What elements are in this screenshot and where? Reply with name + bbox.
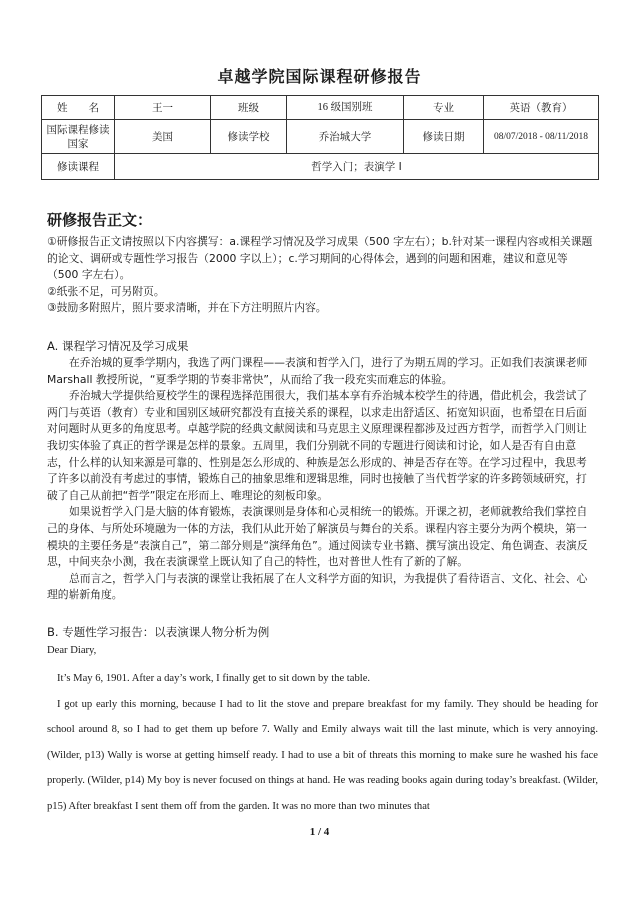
section-a-paragraph: 总而言之，哲学入门与表演的课堂让我拓展了在人文科学方面的知识，为我提供了看待语言、文化、社会、心理的崭新角度。 bbox=[47, 571, 588, 602]
section-a-body bbox=[47, 355, 595, 604]
info-row-1 bbox=[42, 96, 599, 120]
section-b-heading: B. 专题性学习报告：以表演课人物分析为例 bbox=[47, 625, 270, 639]
report-title: 卓越学院国际课程研修报告 bbox=[217, 67, 422, 86]
info-row-3 bbox=[42, 154, 599, 180]
date-label: 修读日期 bbox=[404, 120, 484, 154]
class-label: 班级 bbox=[211, 96, 287, 120]
major-value: 英语（教育） bbox=[484, 96, 599, 120]
section-a-paragraph: 如果说哲学入门是大脑的体育锻炼，表演课则是身体和心灵相统一的锻炼。开课之初，老师就教给我们掌控自己的身体、与所处环境融为一体的方法，我们从此开始了解演员与舞台的关系。课程内容主要分为两个模块，第一模块的主要任务是“表演自己”，第二部分则是“演绎角色”。通过阅读专业书籍、撰写演出设定、角色调查、表演反思，中间夹杂小测，我在表演课堂上既认知了自己的特性，也对普世人性有了新的了解。 bbox=[47, 505, 588, 569]
section-a-heading: A. 课程学习情况及学习成果 bbox=[47, 339, 189, 353]
school-value: 乔治城大学 bbox=[287, 120, 404, 154]
country-value: 美国 bbox=[115, 120, 211, 154]
info-row-2 bbox=[42, 120, 599, 154]
name-value: 王一 bbox=[115, 96, 211, 120]
report-body-heading: 研修报告正文： bbox=[47, 211, 153, 229]
student-info-table bbox=[41, 95, 599, 180]
page-number: 1 / 4 bbox=[309, 826, 330, 838]
date-value: 08/07/2018 - 08/11/2018 bbox=[484, 120, 599, 154]
letter-salutation: Dear Diary, bbox=[47, 645, 97, 656]
course-value: 哲学入门；表演学 I bbox=[115, 154, 599, 180]
instruction-item: ①研修报告正文请按照以下内容撰写：a.课程学习情况及学习成果（500 字左右）；b.针对某一课程内容或相关课题的论文、调研或专题性学习报告（2000 字以上）；c.学习期间的心得体会，遇到的问题和困难，建议和意见等（500 字左右）。 bbox=[47, 235, 593, 282]
letter-paragraph: It’s May 6, 1901. After a day’s work, I finally get to sit down by the table. bbox=[57, 673, 371, 684]
letter-paragraph: I got up early this morning, because I had to lit the stove and prepare breakfast for my family. They should be heading for school around 8, so I had to get them up before 7. Wally and Emily always wait till the last minute, which is very annoying. (Wilder, p13) Wally is worse at getting himself ready. I had to use a bit of threats this morning to make sure he washed his face properly. (Wilder, p14) My boy is never focused on things at hand. He was reading books again during today’s breakfast. (Wilder, p15) After breakfast I sent them off from the garden. It was no more than two minutes that bbox=[47, 698, 598, 812]
school-label: 修读学校 bbox=[211, 120, 287, 154]
section-a-paragraph: 在乔治城的夏季学期内，我选了两门课程——表演和哲学入门，进行了为期五周的学习。正如我们表演课老师 Marshall 教授所说，“夏季学期的节奏非常快”，从而给了我一段充实而难忘的体验。 bbox=[47, 356, 588, 386]
major-label: 专业 bbox=[404, 96, 484, 120]
instructions bbox=[47, 234, 595, 317]
section-a-paragraph: 乔治城大学提供给夏校学生的课程选择范围很大，我们基本享有乔治城本校学生的待遇，借此机会，我尝试了两门与英语（教育）专业和国别区域研究都没有直接关系的课程，以求走出舒适区、拓宽知识面，也希望在日后面对问题时从更多的角度思考。卓越学院的经典文献阅读和马克思主义原理课程都涉及过西方哲学，而哲学入门则让我切实体验了真正的哲学课是怎样的景象。五周里，我们分别就不同的专题进行阅读和讨论，如人是否有自由意志，什么样的认知来源是可靠的、性别是怎么形成的、种族是怎么形成的、神是否存在等。在学习过程中，我思考了许多以前没有考虑过的事情，锻炼自己的抽象思维和逻辑思维，同时也接触了当代哲学家的许多跨领域研究，打破了自己从前把“哲学”限定在形而上、唯理论的刻板印象。 bbox=[47, 389, 588, 502]
country-label: 国际课程修读国家 bbox=[42, 120, 115, 154]
course-label: 修读课程 bbox=[42, 154, 115, 180]
letter-body bbox=[47, 666, 598, 820]
name-label: 姓 名 bbox=[42, 96, 115, 120]
class-value: 16 级国别班 bbox=[287, 96, 404, 120]
instruction-item: ③鼓励多附照片，照片要求清晰，并在下方注明照片内容。 bbox=[47, 301, 327, 315]
instruction-item: ②纸张不足，可另附页。 bbox=[47, 284, 165, 298]
